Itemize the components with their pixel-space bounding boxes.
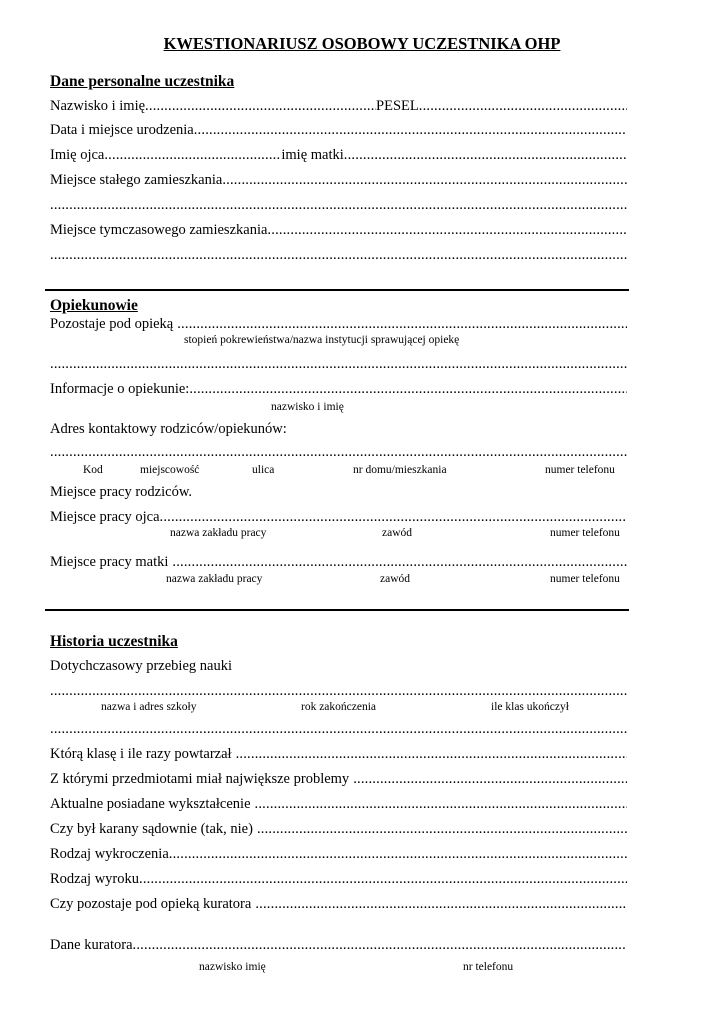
caption: nazwisko i imię — [271, 401, 344, 413]
field-label: Z którymi przedmiotami miał największe problemy — [50, 771, 350, 787]
field-parents-names[interactable] — [50, 146, 627, 164]
field-label: Miejsce tymczasowego zamieszkania — [50, 222, 268, 238]
field-label: Czy pozostaje pod opieką kuratora — [50, 896, 252, 912]
field-temporary-address[interactable] — [50, 221, 627, 239]
field-label: Dane kuratora — [50, 937, 133, 953]
field-label: Którą klasę i ile razy powtarzał — [50, 746, 232, 762]
caption: zawód — [380, 573, 411, 585]
section-heading-history: Historia uczestnika — [50, 633, 178, 650]
field-label: Pozostaje pod opieką — [50, 316, 174, 332]
caption: nazwa i adres szkoły — [101, 701, 197, 713]
field-under-care-cont[interactable] — [50, 355, 627, 373]
field-mother-work[interactable] — [50, 553, 627, 571]
section-divider — [45, 289, 629, 291]
fill-line[interactable] — [194, 121, 627, 139]
field-convicted[interactable] — [50, 820, 627, 838]
field-father-work[interactable] — [50, 508, 627, 526]
field-under-care[interactable] — [50, 315, 627, 333]
fill-line[interactable] — [50, 246, 627, 264]
fill-line[interactable] — [104, 146, 281, 164]
caption: stopień pokrewieństwa/nazwa instytucji sprawującej opiekę — [184, 334, 460, 346]
field-label: Miejsce stałego zamieszkania — [50, 172, 223, 188]
field-birth[interactable] — [50, 121, 627, 139]
fill-line[interactable] — [267, 221, 627, 239]
field-probation[interactable] — [50, 895, 627, 913]
field-label: Rodzaj wykroczenia — [50, 846, 169, 862]
fill-line[interactable] — [177, 315, 627, 333]
field-permanent-address-cont[interactable] — [50, 196, 627, 214]
fill-line[interactable] — [133, 936, 627, 954]
fill-line[interactable] — [50, 196, 627, 214]
field-label: Rodzaj wyroku — [50, 871, 139, 887]
field-label: Aktualne posiadane wykształcenie — [50, 796, 251, 812]
field-education[interactable] — [50, 682, 627, 700]
fill-line[interactable] — [169, 845, 627, 863]
field-guardian-info[interactable] — [50, 380, 627, 398]
field-current-education[interactable] — [50, 795, 627, 813]
caption: rok zakończenia — [301, 701, 377, 713]
field-sentence[interactable] — [50, 870, 627, 888]
field-label: Miejsce pracy ojca — [50, 509, 160, 525]
fill-line[interactable] — [50, 355, 627, 373]
fill-line[interactable] — [255, 895, 627, 913]
field-label: Informacje o opiekunie: — [50, 381, 190, 397]
fill-line[interactable] — [344, 146, 627, 164]
fill-line[interactable] — [139, 870, 627, 888]
field-label-contact-address: Adres kontaktowy rodziców/opiekunów: — [50, 421, 287, 437]
caption: numer telefonu — [550, 573, 620, 585]
field-surname-name[interactable] — [50, 97, 627, 115]
field-contact-address[interactable] — [50, 443, 627, 461]
field-label-mother: imię matki — [281, 147, 344, 163]
caption: nr domu/mieszkania — [353, 464, 447, 476]
field-education-cont[interactable] — [50, 720, 627, 738]
caption: miejscowość — [140, 464, 200, 476]
field-permanent-address[interactable] — [50, 171, 627, 189]
fill-line[interactable] — [160, 508, 627, 526]
field-label: Imię ojca — [50, 147, 105, 163]
field-label-pesel: PESEL — [376, 98, 419, 114]
fill-line[interactable] — [50, 682, 627, 700]
section-divider — [45, 609, 629, 611]
fill-line[interactable] — [257, 820, 627, 838]
fill-line[interactable] — [236, 745, 627, 763]
caption: zawód — [382, 527, 413, 539]
caption: Kod — [83, 464, 103, 476]
fill-line[interactable] — [419, 97, 627, 115]
fill-line[interactable] — [255, 795, 627, 813]
field-repeated-class[interactable] — [50, 745, 627, 763]
caption: numer telefonu — [550, 527, 620, 539]
field-label: Czy był karany sądownie (tak, nie) — [50, 821, 253, 837]
fill-line[interactable] — [353, 770, 627, 788]
caption: nr telefonu — [463, 961, 514, 973]
caption: ile klas ukończył — [491, 701, 569, 713]
fill-line[interactable] — [50, 720, 627, 738]
field-label: Nazwisko i imię — [50, 98, 146, 114]
fill-line[interactable] — [50, 443, 627, 461]
field-temporary-address-cont[interactable] — [50, 246, 627, 264]
field-offense[interactable] — [50, 845, 627, 863]
section-heading-guardians: Opiekunowie — [50, 297, 138, 314]
caption: nazwisko imię — [199, 961, 266, 973]
caption: nazwa zakładu pracy — [170, 527, 267, 539]
caption: numer telefonu — [545, 464, 615, 476]
field-label: Miejsce pracy matki — [50, 554, 169, 570]
caption: nazwa zakładu pracy — [166, 573, 263, 585]
fill-line[interactable] — [189, 380, 627, 398]
caption: ulica — [252, 464, 275, 476]
section-heading-personal: Dane personalne uczestnika — [50, 73, 235, 90]
field-problem-subjects[interactable] — [50, 770, 627, 788]
fill-line[interactable] — [145, 97, 376, 115]
fill-line[interactable] — [222, 171, 627, 189]
field-label-parents-work: Miejsce pracy rodziców. — [50, 484, 192, 500]
fill-line[interactable] — [172, 553, 627, 571]
field-label-education: Dotychczasowy przebieg nauki — [50, 658, 232, 674]
field-probation-officer[interactable] — [50, 936, 627, 954]
field-label: Data i miejsce urodzenia — [50, 122, 194, 138]
page-title: KWESTIONARIUSZ OSOBOWY UCZESTNIKA OHP — [163, 34, 561, 53]
